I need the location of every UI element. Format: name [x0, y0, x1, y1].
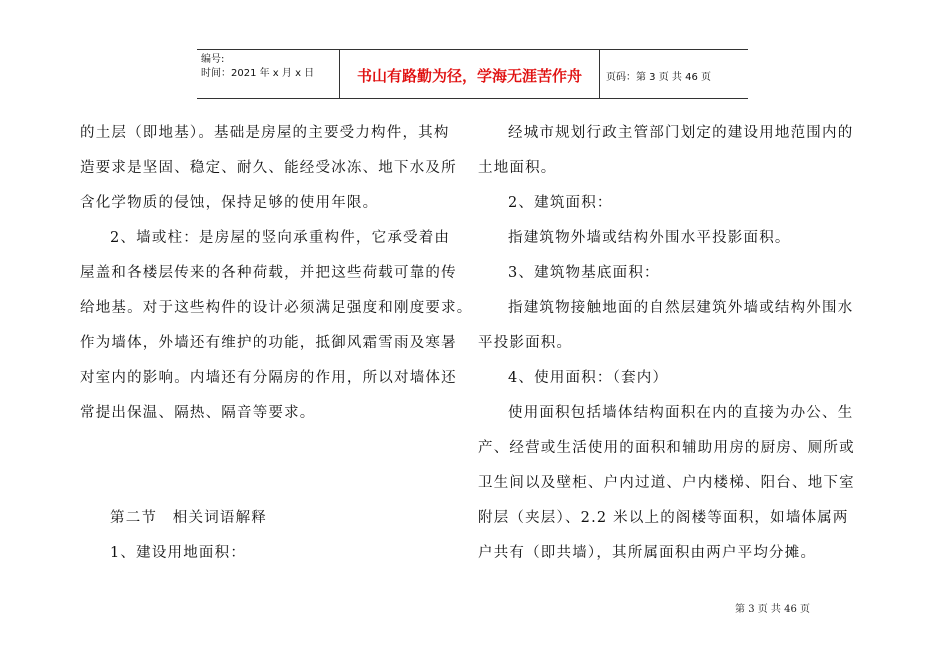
body-line: 土地面积。 [478, 160, 557, 176]
body-line: 户共有（即共墙），其所属面积由两户平均分摊。 [478, 545, 817, 561]
term-heading: 4、使用面积：（套内） [508, 370, 669, 386]
body-line: 产、经营或生活使用的面积和辅助用房的厨房、厕所或 [478, 440, 855, 456]
body-line: 卫生间以及壁柜、户内过道、户内楼梯、阳台、地下室 [478, 475, 855, 491]
body-line: 指建筑物外墙或结构外围水平投影面积。 [508, 230, 791, 246]
term-heading: 2、建筑面积： [508, 195, 613, 211]
header-page-code: 页码：第 3 页 共 46 页 [606, 71, 711, 83]
body-line: 造要求是坚固、稳定、耐久、能经受冰冻、地下水及所 [80, 160, 457, 176]
body-line: 使用面积包括墙体结构面积在内的直接为办公、生 [508, 405, 854, 421]
body-line: 给地基。对于这些构件的设计必须满足强度和刚度要求。 [80, 300, 473, 316]
page-header [197, 49, 748, 99]
body-line: 含化学物质的侵蚀，保持足够的使用年限。 [80, 195, 379, 211]
term-heading: 1、建设用地面积： [110, 545, 247, 561]
body-line: 常提出保温、隔热、隔音等要求。 [80, 405, 316, 421]
body-line: 指建筑物接触地面的自然层建筑外墙或结构外围水 [508, 300, 854, 316]
body-line: 经城市规划行政主管部门划定的建设用地范围内的 [508, 125, 854, 141]
date-label: 时间：2021 年 x 月 x 日 [201, 68, 315, 79]
header-motto: 书山有路勤为径，学海无涯苦作舟 [340, 50, 600, 98]
body-line: 附层（夹层）、2.2 米以上的阁楼等面积，如墙体属两 [478, 510, 849, 526]
section-title: 第二节 相关词语解释 [110, 510, 267, 526]
serial-number-label: 编号: [201, 54, 225, 65]
body-line: 平投影面积。 [478, 335, 573, 351]
body-line: 的土层（即地基）。基础是房屋的主要受力构件，其构 [80, 125, 450, 141]
page-footer: 第 3 页 共 46 页 [735, 604, 810, 615]
term-heading: 3、建筑物基底面积： [508, 265, 660, 281]
body-line: 作为墙体，外墙还有维护的功能，抵御风霜雪雨及寒暑 [80, 335, 457, 351]
body-line: 对室内的影响。内墙还有分隔房的作用，所以对墙体还 [80, 370, 457, 386]
left-column [80, 116, 475, 571]
body-line: 2、墙或柱：是房屋的竖向承重构件，它承受着由 [110, 230, 451, 246]
spacer [80, 431, 475, 501]
body-line: 屋盖和各楼层传来的各种荷载，并把这些荷载可靠的传 [80, 265, 457, 281]
header-meta [197, 50, 340, 98]
right-column [478, 116, 878, 571]
